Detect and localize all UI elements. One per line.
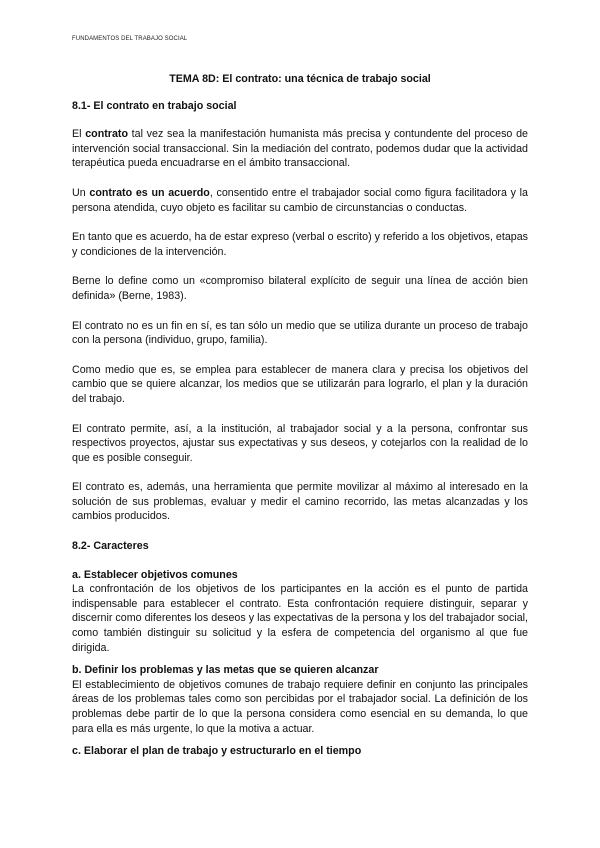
paragraph: [72, 127, 528, 171]
text-run: tal vez sea la manifestación humanista más precisa y contundente del proceso de intervención social transaccional. Sin la mediación del contrato, podemos dudar que la actividad terapéutica pueda encuadrarse en el ámbito transaccional.: [72, 128, 528, 170]
paragraph: [72, 186, 528, 215]
bold-term: contrato: [85, 128, 128, 141]
paragraph: Como medio que es, se emplea para establecer de manera clara y precisa los objetivos del cambio que se quiere alcanzar, los medios que se utilizarán para lograrlo, el plan y la duración del trabajo.: [72, 363, 528, 405]
paragraph: En tanto que es acuerdo, ha de estar expreso (verbal o escrito) y referido a los objetivos, etapas y condiciones de la intervención.: [72, 231, 528, 258]
text-run: , consentido entre el trabajador social como figura facilitadora y la persona atendida, cuyo objeto es facilitar su cambio de circunstancias o conductas.: [72, 186, 528, 214]
document-title: TEMA 8D: El contrato: una técnica de trabajo social: [169, 73, 431, 85]
paragraph: El contrato es, además, una herramienta que permite movilizar al máximo al interesado en la solución de sus problemas, evaluar y medir el camino recorrido, las metas alcanzadas y los cambios producidos.: [72, 481, 528, 523]
subheading-c: c. Elaborar el plan de trabajo y estructurarlo en el tiempo: [72, 745, 362, 758]
section-heading-8-2: 8.2- Caracteres: [72, 540, 149, 553]
paragraph: El contrato permite, así, a la institución, al trabajador social y a la persona, confrontar sus respectivos proyectos, ajustar sus expectativas y sus deseos, y cotejarlos con la realidad de lo que es posible conseguir.: [72, 422, 528, 464]
paragraph: El establecimiento de objetivos comunes de trabajo requiere definir en conjunto las principales áreas de los problemas tales como son percibidas por el trabajador social. La definición de los problemas debe partir de lo que la persona considera como esencial en su demanda, lo que para ella es más urgente, lo que la motiva a actuar.: [72, 678, 528, 735]
paragraph: El contrato no es un fin en sí, es tan sólo un medio que se utiliza durante un proceso de trabajo con la persona (individuo, grupo, familia).: [72, 319, 528, 347]
text-run: Un: [72, 186, 90, 199]
paragraph: La confrontación de los objetivos de los participantes en la acción es el punto de partida indispensable para establecer el contrato. Esta confrontación requiere distinguir, separar y discernir como diferentes los deseos y las expectativas de la persona y los del trabajador social, como también distinguir su solicitud y la esfera de competencia del organismo al que fue dirigida.: [72, 583, 528, 654]
bold-term: contrato es un acuerdo: [89, 186, 210, 199]
subheading-a: a. Establecer objetivos comunes: [72, 568, 238, 581]
paragraph: Berne lo define como un «compromiso bilateral explícito de seguir una línea de acción bien definida» (Berne, 1983).: [72, 275, 528, 302]
section-heading-8-1: 8.1- El contrato en trabajo social: [72, 99, 237, 112]
document-body: [72, 72, 528, 759]
text-run: El: [72, 128, 86, 141]
subheading-b: b. Definir los problemas y las metas que se quieren alcanzar: [72, 664, 379, 677]
running-header: FUNDAMENTOS DEL TRABAJO SOCIAL: [72, 36, 188, 42]
